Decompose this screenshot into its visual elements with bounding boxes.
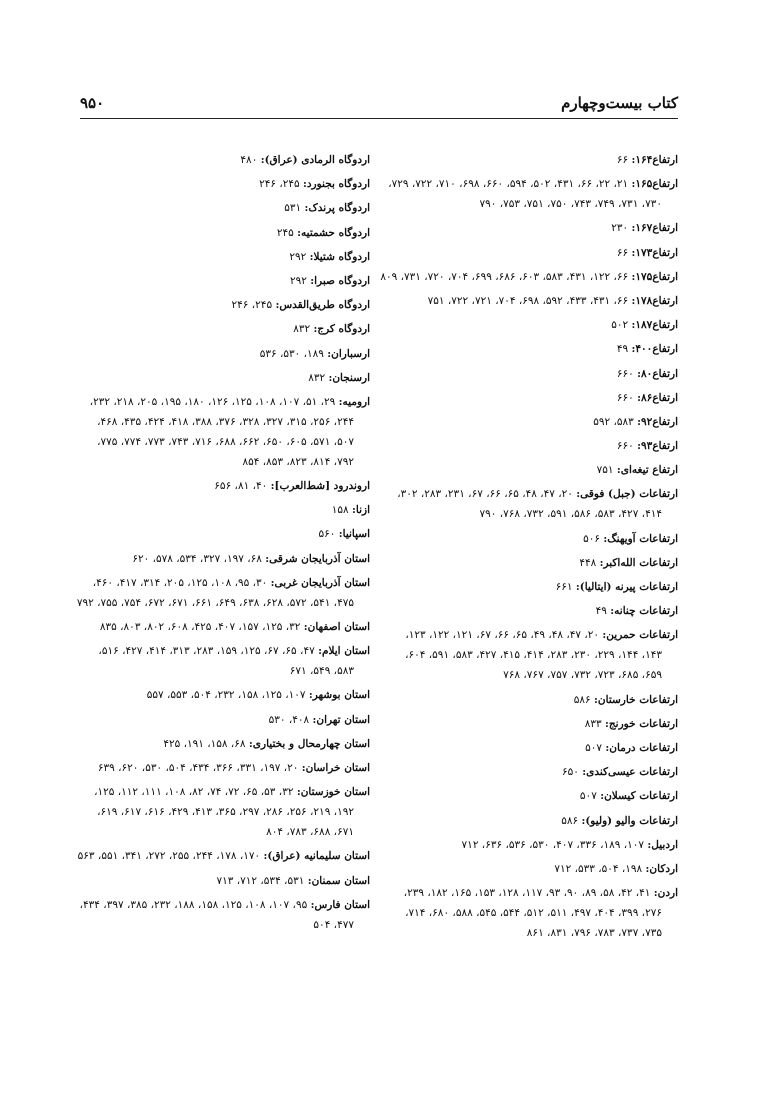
index-page-refs: ۴۷۵، ۵۴۱، ۵۷۲، ۶۲۸، ۶۳۸، ۶۴۹، ۶۶۱، ۶۷۱، ۶۷۲، ۷۵۴، ۷۵۵، ۷۹۲	[76, 596, 354, 609]
index-page-refs: ۲۰، ۴۷، ۴۸، ۴۹، ۶۵، ۶۶، ۶۷، ۱۲۱، ۱۲۲، ۱۲۳،	[405, 629, 603, 642]
index-entry-line	[80, 782, 370, 802]
index-page-refs: ۲۴۵، ۲۴۶	[259, 178, 303, 191]
index-entry	[80, 758, 370, 778]
index-entry-line	[80, 573, 370, 593]
index-entry	[380, 267, 678, 287]
index-entry-line	[388, 923, 678, 943]
index-term: ارتفاعات درمان:	[605, 741, 678, 754]
index-entry-line	[388, 291, 678, 311]
index-entry-line	[388, 436, 678, 456]
index-page-refs: ۴۹	[616, 343, 632, 356]
index-term: اردبیل:	[647, 838, 678, 851]
index-term: ارتفاعات خورنج:	[605, 717, 678, 730]
index-page-refs: ۸۳۲	[293, 323, 314, 336]
index-entry	[80, 368, 370, 388]
index-page-refs: ۵۰۶	[583, 532, 604, 545]
index-term: ارتفاع۸۰:	[637, 367, 678, 380]
index-entry-line	[80, 661, 370, 681]
index-entry-line	[388, 174, 678, 194]
index-entry	[388, 150, 678, 170]
index-page-refs: ۲۹۲	[289, 274, 311, 287]
index-term: استان آذربایجان غربی:	[270, 576, 370, 589]
index-entry-line	[80, 871, 370, 891]
index-term: ارتفاع تیغه‌ای:	[616, 464, 678, 477]
index-entry	[388, 243, 678, 263]
index-page-refs: ۱۷۰، ۱۷۸، ۲۴۴، ۲۵۵، ۲۷۲، ۳۴۱، ۵۵۱، ۵۶۳	[77, 850, 264, 863]
index-entry	[388, 625, 678, 685]
index-entry	[388, 714, 678, 734]
index-entry-line	[388, 762, 678, 782]
index-page-refs: ۴۴۸	[579, 556, 600, 569]
index-entry-line	[388, 364, 678, 384]
index-entry-line	[388, 243, 678, 263]
index-entry	[388, 835, 678, 855]
index-entry	[80, 198, 370, 218]
index-term: اردن:	[653, 887, 678, 900]
index-term: ارتفاع۱۸۷:	[631, 319, 678, 332]
index-entry	[80, 223, 370, 243]
index-entry-line	[388, 811, 678, 831]
index-entry-line	[80, 641, 370, 661]
index-entry	[80, 710, 370, 730]
index-page-refs: ۲۰، ۱۹۷، ۳۳۱، ۳۶۶، ۴۳۴، ۵۰۴، ۵۳۰، ۶۲۰، ۶۳۹	[97, 761, 302, 774]
index-page-refs: ۵۸۳، ۵۴۹، ۶۷۱	[289, 665, 354, 678]
index-entry	[388, 738, 678, 758]
index-entry-line	[80, 295, 370, 315]
index-entry	[388, 388, 678, 408]
index-entry-line	[80, 524, 370, 544]
index-page-refs: ۹۵، ۱۰۷، ۱۰۸، ۱۲۵، ۱۵۸، ۱۸۸، ۲۳۲، ۳۸۵، ۳۹۷، ۴۳۴،	[79, 898, 311, 911]
index-term: اردوگاه طریق‌القدس:	[275, 299, 370, 312]
index-entry-line	[388, 388, 678, 408]
index-term: اردکان:	[645, 862, 678, 875]
index-entry-line	[80, 392, 370, 412]
index-entry	[80, 295, 370, 315]
index-entry-line	[80, 822, 370, 842]
index-entry-line	[80, 247, 370, 267]
index-page-refs: ۵۰۲	[611, 319, 632, 332]
index-entry-line	[388, 601, 678, 621]
index-page-refs: ۲۷۶، ۳۹۹، ۴۰۴، ۴۹۷، ۵۱۱، ۵۱۲، ۵۴۴، ۵۴۵، ۵۸۸، ۶۸۰، ۷۱۴،	[405, 907, 662, 920]
book-title: کتاب بیست‌وچهارم	[561, 94, 678, 112]
index-term: ارومیه:	[338, 395, 370, 408]
index-term: استان سمنان:	[307, 874, 370, 887]
index-page-refs: ۲۹۲	[289, 250, 310, 263]
index-page-refs: ۶۶، ۴۳۱، ۴۳۳، ۵۹۲، ۶۹۸، ۷۰۴، ۷۲۱، ۷۲۲، ۷۵۱	[427, 294, 632, 307]
index-entry	[77, 846, 370, 866]
index-entry-line	[80, 802, 370, 822]
index-entry-line	[388, 460, 678, 480]
index-entry-line	[80, 452, 370, 472]
index-entry	[80, 734, 370, 754]
index-entry-line	[388, 339, 678, 359]
index-term: استان تهران:	[312, 713, 370, 726]
index-page-refs: ۶۶۱	[555, 581, 576, 593]
index-entry-line	[80, 150, 370, 170]
index-entry-line	[388, 738, 678, 758]
index-term: استان آذربایجان شرقی:	[265, 552, 370, 565]
index-entry	[388, 601, 678, 621]
index-page-refs: ۵۸۶	[573, 693, 595, 706]
index-entry-line	[388, 859, 678, 879]
index-entry-line	[76, 593, 370, 613]
index-entry	[80, 549, 370, 569]
index-page-refs: ۴۰۸، ۵۳۰	[268, 713, 313, 726]
index-page-refs: ۱۰۷، ۱۸۹، ۳۳۶، ۴۰۷، ۵۳۰، ۵۳۶، ۶۳۶، ۷۱۲	[461, 838, 648, 851]
index-page-refs: ۸۳۲	[308, 371, 329, 384]
index-page-refs: ۲۴۴، ۲۵۶، ۳۱۵، ۳۲۷، ۳۲۸، ۳۷۶، ۳۸۸، ۴۱۸، ۴۲۴، ۴۳۵، ۴۶۸،	[97, 415, 354, 428]
index-entry	[80, 782, 370, 842]
index-term: ارتفاعات الله‌اکبر:	[599, 556, 678, 569]
index-page-refs: ۵۰۷، ۵۷۱، ۶۰۵، ۶۵۰، ۶۶۲، ۶۸۸، ۷۱۶، ۷۴۳، ۷۷۳، ۷۷۴، ۷۷۵،	[97, 435, 354, 448]
index-page-refs: ۵۰۷	[585, 741, 606, 754]
index-entry	[388, 174, 678, 214]
index-page-refs: ۶۶	[616, 154, 632, 166]
index-term: اردوگاه پرندک:	[304, 202, 370, 215]
index-term: ارتفاعات عیسی‌کندی:	[582, 766, 678, 779]
index-entry-line	[80, 685, 370, 705]
index-entry	[388, 436, 678, 456]
index-entry	[388, 364, 678, 384]
index-term: اردوگاه شتیلا:	[309, 250, 370, 263]
index-page-refs: ۲۹، ۵۱، ۱۰۷، ۱۰۸، ۱۲۵، ۱۲۶، ۱۸۰، ۱۹۵، ۲۰۵، ۲۱۸، ۲۳۲،	[89, 395, 339, 408]
index-term: ارتفاع۱۶۴:	[631, 154, 678, 166]
index-entry-line	[80, 758, 370, 778]
index-page-refs: ۷۹۲، ۸۱۴، ۸۲۳، ۸۵۳، ۸۵۴	[242, 455, 354, 468]
index-entry-line	[388, 645, 678, 665]
index-page-refs: ۵۰۷	[579, 790, 601, 803]
index-entry-line	[388, 484, 678, 504]
index-entry-line	[80, 617, 370, 637]
index-page-refs: ۴۱۴، ۴۲۷، ۵۸۳، ۵۸۶، ۵۹۱، ۷۳۲، ۷۶۸، ۷۹۰	[479, 508, 662, 521]
index-page-refs: ۴۱، ۴۲، ۵۸، ۸۹، ۹۰، ۹۳، ۱۱۷، ۱۲۸، ۱۵۳، ۱۶۵، ۱۸۲، ۲۳۹،	[403, 887, 654, 900]
page-header	[80, 88, 678, 119]
index-page-refs: ۶۶	[616, 246, 632, 259]
index-term: ارتفاعات آویهنگ:	[603, 532, 678, 545]
index-page-refs: ۲۴۵، ۲۴۶	[231, 299, 276, 312]
index-entry-line	[80, 174, 370, 194]
index-entry	[76, 573, 370, 613]
index-page-refs: ۵۳۱	[284, 202, 305, 215]
index-term: استان ایلام:	[318, 645, 370, 658]
index-entry-line	[388, 553, 678, 573]
index-entry	[388, 218, 678, 238]
index-term: ارتفاعات (جبل) فوقی:	[576, 488, 678, 501]
index-entry-line	[380, 267, 678, 287]
index-entry-line	[77, 846, 370, 866]
index-term: ارتفاع۸۶:	[637, 391, 678, 404]
index-page-refs: ۱۸۹، ۵۳۰، ۵۳۶	[259, 347, 328, 360]
index-page-refs: ۱۹۸، ۵۰۴، ۵۳۳، ۷۱۲	[554, 862, 646, 875]
index-term: ارتفاعات کیسلان:	[600, 790, 678, 803]
index-term: ارسنجان:	[328, 371, 370, 384]
index-entry-line	[80, 319, 370, 339]
index-entry	[388, 529, 678, 549]
index-page-refs: ۶۸، ۱۹۷، ۳۲۷، ۵۳۴، ۵۷۸، ۶۲۰	[132, 552, 266, 565]
index-entry	[80, 319, 370, 339]
index-page-refs: ۱۰۷، ۱۲۵، ۱۵۸، ۲۳۲، ۵۰۴، ۵۵۳، ۵۵۷	[146, 689, 309, 702]
index-page-refs: ۳۰، ۹۵، ۱۰۸، ۱۲۵، ۲۰۵، ۳۱۴، ۴۱۷، ۴۶۰،	[92, 576, 271, 589]
index-page-refs: ۲۴۵	[276, 226, 298, 239]
index-page-refs: ۴۸۰	[240, 154, 261, 166]
index-entry	[80, 476, 370, 496]
index-term: اردوگاه حشمتیه:	[297, 226, 370, 239]
index-page-refs: ۴۰، ۸۱، ۶۵۶	[214, 480, 271, 493]
index-term: اردوگاه الرمادی (عراق):	[260, 154, 370, 166]
index-entry	[388, 859, 678, 879]
index-entry-line	[388, 786, 678, 806]
index-entry	[388, 553, 678, 573]
index-entry-line	[388, 577, 678, 597]
index-entry	[388, 811, 678, 831]
index-term: استان خراسان:	[301, 761, 370, 774]
index-entry-line	[80, 344, 370, 364]
index-page-refs: ۶۶۰	[616, 391, 638, 404]
index-term: ارتفاع۱۷۳:	[631, 246, 678, 259]
page-number: ۹۵۰	[80, 94, 105, 112]
index-entry	[80, 500, 370, 520]
index-entry-line	[388, 690, 678, 710]
index-term: ارتفاعات حمرین:	[602, 629, 678, 642]
index-entry-line	[80, 271, 370, 291]
index-entry-line	[388, 412, 678, 432]
index-entry-line	[80, 368, 370, 388]
index-entry-line	[388, 504, 678, 524]
index-page-refs: ۵۸۶	[561, 814, 582, 827]
index-entry	[388, 460, 678, 480]
index-page-refs: ۱۵۸	[331, 504, 352, 517]
index-page-refs: ۲۳۰	[611, 222, 632, 235]
index-page-refs: ۷۳۰، ۷۳۱، ۷۴۹، ۷۴۳، ۷۵۰، ۷۵۱، ۷۵۳، ۷۹۰	[479, 198, 662, 211]
index-term: اردوگاه بجنورد:	[302, 178, 370, 191]
index-term: استان خوزستان:	[296, 786, 370, 799]
index-entry-line	[80, 223, 370, 243]
index-term: استان اصفهان:	[303, 621, 370, 633]
index-page-refs: ۳۲، ۱۲۵، ۱۵۷، ۴۰۷، ۴۲۵، ۶۰۸، ۸۰۲، ۸۰۳، ۸۳۵	[99, 621, 304, 633]
index-entry	[80, 344, 370, 364]
index-page-refs: ۱۹۲، ۲۱۹، ۲۵۶، ۲۸۶، ۲۹۷، ۳۶۵، ۴۱۳، ۴۲۹، ۶۱۶، ۶۱۷، ۶۱۹،	[97, 806, 354, 819]
index-term: ازنا:	[352, 504, 370, 517]
index-entry-line	[80, 500, 370, 520]
index-entry	[388, 883, 678, 943]
index-entry	[80, 392, 370, 472]
index-entry-line	[388, 529, 678, 549]
index-term: استان چهارمحال و بختیاری:	[248, 737, 370, 750]
index-entry-line	[80, 432, 370, 452]
index-page-refs: ۳۲، ۵۳، ۶۵، ۷۲، ۷۴، ۸۲، ۱۰۸، ۱۱۱، ۱۱۲، ۱۲۵،	[94, 786, 297, 799]
index-page-refs: ۶۸، ۱۵۸، ۱۹۱، ۴۲۵	[163, 737, 249, 750]
index-term: ارتفاع۴۰۰:	[631, 343, 678, 356]
index-page-refs: ۵۸۳، ۵۹۲	[593, 415, 638, 428]
index-entry-line	[80, 710, 370, 730]
index-column-left	[76, 150, 370, 939]
index-term: ارتفاع۱۷۸:	[631, 294, 678, 307]
index-entry	[388, 484, 678, 524]
index-term: ارتفاع۹۳:	[637, 440, 678, 453]
index-page-refs: ۴۷، ۶۵، ۶۷، ۱۲۵، ۱۵۹، ۲۸۳، ۳۱۳، ۴۱۴، ۴۲۷، ۵۱۶،	[98, 645, 319, 658]
index-entry	[388, 786, 678, 806]
index-term: ارسباران:	[327, 347, 370, 360]
index-entry-line	[80, 549, 370, 569]
index-entry	[80, 524, 370, 544]
index-entry-line	[80, 476, 370, 496]
index-entry-line	[388, 194, 678, 214]
index-entry-line	[388, 714, 678, 734]
index-entry-line	[388, 150, 678, 170]
index-term: ارتفاع۱۶۷:	[631, 222, 678, 235]
index-entry	[388, 762, 678, 782]
index-entry-line	[80, 915, 370, 935]
index-term: استان فارس:	[310, 898, 370, 911]
index-entry	[80, 617, 370, 637]
index-page-refs: ۲۱، ۲۲، ۶۶، ۴۳۱، ۵۰۲، ۵۹۴، ۶۶۰، ۶۹۸، ۷۱۰، ۷۲۲، ۷۲۹،	[388, 178, 632, 191]
index-entry	[388, 690, 678, 710]
index-term: اسپانیا:	[338, 528, 370, 541]
index-entry-line	[388, 315, 678, 335]
index-term: استان بوشهر:	[308, 689, 370, 702]
index-term: استان سلیمانیه (عراق):	[263, 850, 370, 863]
index-column-right	[380, 150, 678, 947]
index-entry	[80, 150, 370, 170]
index-page-refs: ۴۹	[595, 605, 611, 618]
index-entry	[80, 174, 370, 194]
index-entry-line	[388, 835, 678, 855]
index-entry-line	[80, 412, 370, 432]
index-entry	[80, 871, 370, 891]
index-page-refs: ۶۵۰	[561, 766, 583, 779]
index-page-refs: ۶۶۰	[616, 367, 638, 380]
index-page-refs: ۸۳۳	[584, 717, 605, 730]
index-term: ارتفاع۱۷۵:	[631, 270, 678, 283]
index-entry-line	[388, 903, 678, 923]
index-entry-line	[388, 665, 678, 685]
index-page-refs: ۶۶۰	[616, 440, 638, 453]
index-entry	[80, 685, 370, 705]
index-page-refs: ۴۷۷، ۵۰۴	[313, 918, 354, 931]
index-entry	[388, 412, 678, 432]
index-entry	[388, 315, 678, 335]
index-page-refs: ۵۳۱، ۵۳۴، ۷۱۲، ۷۱۳	[216, 874, 308, 887]
index-term: اروندرود [شط‌العرب]:	[270, 480, 370, 493]
index-entry	[80, 271, 370, 291]
index-entry-line	[388, 883, 678, 903]
index-entry-line	[80, 895, 370, 915]
index-term: ارتفاعات چنانه:	[610, 605, 678, 618]
index-entry	[80, 641, 370, 681]
index-page-refs: ۵۶۰	[318, 528, 339, 541]
index-term: اردوگاه صبرا:	[310, 274, 370, 287]
index-entry	[80, 895, 370, 935]
index-term: ارتفاعات پیرنه (ایتالیا):	[575, 581, 678, 593]
index-entry	[388, 291, 678, 311]
index-page-refs: ۶۶، ۱۲۲، ۴۳۱، ۵۸۳، ۶۰۳، ۶۸۶، ۶۹۹، ۷۰۴، ۷۲۰، ۷۳۱، ۸۰۹	[380, 270, 632, 283]
index-entry-line	[388, 625, 678, 645]
index-entry	[388, 577, 678, 597]
index-term: ارتفاعات والیو (ولیو):	[581, 814, 678, 827]
index-term: اردوگاه کرج:	[313, 323, 370, 336]
index-page-refs: ۶۵۹، ۶۸۵، ۷۲۳، ۷۳۲، ۷۵۷، ۷۶۷، ۷۶۸	[503, 669, 662, 682]
index-page-refs: ۷۳۵، ۷۳۷، ۷۸۳، ۷۹۶، ۸۳۱، ۸۶۱	[526, 927, 662, 940]
index-term: ارتفاع۱۶۵:	[631, 178, 678, 191]
index-term: ارتفاعات خارستان:	[594, 693, 678, 706]
index-term: ارتفاع۹۲:	[637, 415, 678, 428]
index-entry-line	[80, 734, 370, 754]
index-page-refs: ۱۴۳، ۱۴۴، ۲۲۹، ۲۳۰، ۲۸۳، ۴۱۴، ۴۱۵، ۴۲۷، ۵۸۳، ۵۹۱، ۶۰۴،	[405, 649, 662, 662]
index-page-refs: ۲۰، ۴۷، ۴۸، ۶۵، ۶۶، ۶۷، ۲۳۱، ۲۸۳، ۳۰۲،	[397, 488, 577, 501]
index-page-refs: ۶۷۱، ۶۸۸، ۷۸۳، ۸۰۴	[266, 826, 354, 839]
index-page-refs: ۷۵۱	[596, 464, 617, 477]
index-entry	[80, 247, 370, 267]
index-entry	[388, 339, 678, 359]
index-entry-line	[388, 218, 678, 238]
index-entry-line	[80, 198, 370, 218]
